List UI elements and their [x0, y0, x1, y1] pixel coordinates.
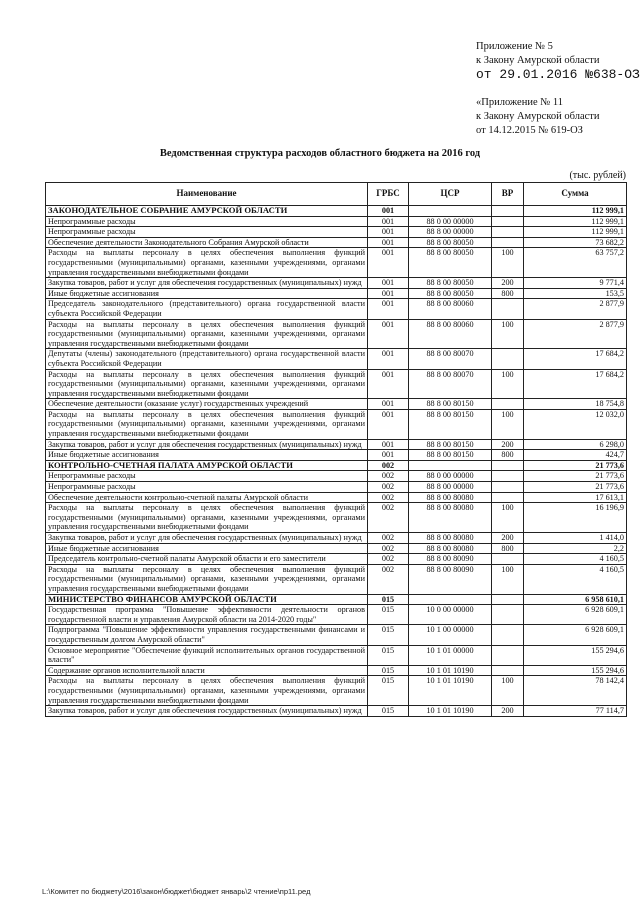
table-header-row	[46, 183, 627, 206]
row-grbs: 001	[368, 227, 409, 238]
row-csr: 88 8 00 80050	[409, 248, 492, 278]
row-sum: 112 999,1	[524, 227, 627, 238]
row-grbs: 002	[368, 564, 409, 594]
row-name: Депутаты (члены) законодательного (представительного) органа государственной власти субъекта Российской Федерации	[46, 349, 368, 369]
table-row	[46, 409, 627, 439]
appendix-label-2: «Приложение № 11	[476, 97, 563, 108]
table-row	[46, 533, 627, 544]
row-csr: 88 8 00 80080	[409, 492, 492, 503]
row-name: Содержание органов исполнительной власти	[46, 665, 368, 676]
table-row	[46, 369, 627, 399]
row-grbs: 015	[368, 665, 409, 676]
row-csr: 88 8 00 80050	[409, 288, 492, 299]
row-csr: 88 8 00 80070	[409, 349, 492, 369]
row-name: Государственная программа "Повышение эффективности деятельности органов государственной власти и управления Амурской области на 2014-2020 годы"	[46, 605, 368, 625]
row-grbs: 001	[368, 349, 409, 369]
table-row	[46, 605, 627, 625]
row-csr	[409, 460, 492, 471]
appendix-label: Приложение № 5	[476, 41, 553, 52]
row-sum: 2 877,9	[524, 319, 627, 349]
row-csr: 88 8 00 80150	[409, 399, 492, 410]
row-sum: 1 414,0	[524, 533, 627, 544]
file-path-footer: L:\Комитет по бюджету\2016\закон\бюджет\бюджет январь\2 чтение\пр11.ред	[42, 887, 311, 896]
col-vr-header: ВР	[492, 183, 524, 206]
table-row	[46, 237, 627, 248]
row-sum: 63 757,2	[524, 248, 627, 278]
row-name: КОНТРОЛЬНО-СЧЕТНАЯ ПАЛАТА АМУРСКОЙ ОБЛАСТИ	[46, 460, 368, 471]
table-section-row	[46, 594, 627, 605]
row-vr	[492, 216, 524, 227]
row-vr	[492, 665, 524, 676]
row-name: Непрограммные расходы	[46, 227, 368, 238]
row-sum: 9 771,4	[524, 278, 627, 289]
law-reference-2: к Закону Амурской области	[476, 111, 600, 122]
row-grbs: 001	[368, 288, 409, 299]
row-sum: 17 684,2	[524, 369, 627, 399]
law-reference: к Закону Амурской области	[476, 55, 600, 66]
row-vr: 100	[492, 564, 524, 594]
table-row	[46, 471, 627, 482]
row-grbs: 001	[368, 450, 409, 461]
row-grbs: 001	[368, 206, 409, 217]
row-grbs: 002	[368, 543, 409, 554]
row-grbs: 002	[368, 460, 409, 471]
row-sum: 78 142,4	[524, 676, 627, 706]
row-vr: 100	[492, 409, 524, 439]
row-grbs: 002	[368, 471, 409, 482]
row-csr: 88 8 00 80150	[409, 450, 492, 461]
document-title: Ведомственная структура расходов областного бюджета на 2016 год	[159, 148, 481, 159]
table-row	[46, 349, 627, 369]
row-sum: 2,2	[524, 543, 627, 554]
row-csr: 88 8 00 80150	[409, 409, 492, 439]
expense-table	[45, 182, 627, 717]
row-name: Расходы на выплаты персоналу в целях обеспечения выполнения функций государственными (муниципальными) органами, казенными учреждениями, органами управления государственными внебюджетными фондами	[46, 248, 368, 278]
row-sum: 17 613,1	[524, 492, 627, 503]
row-grbs: 001	[368, 278, 409, 289]
row-name: Иные бюджетные ассигнования	[46, 450, 368, 461]
table-row	[46, 564, 627, 594]
row-name: Обеспечение деятельности Законодательного Собрания Амурской области	[46, 237, 368, 248]
table-row	[46, 503, 627, 533]
table-row	[46, 554, 627, 565]
col-grbs-header: ГРБС	[368, 183, 409, 206]
row-sum: 4 160,5	[524, 564, 627, 594]
row-sum: 6 928 609,1	[524, 625, 627, 645]
row-csr: 88 8 00 80050	[409, 278, 492, 289]
row-csr: 88 8 00 80050	[409, 237, 492, 248]
row-grbs: 015	[368, 645, 409, 665]
row-csr: 88 8 00 00000	[409, 482, 492, 493]
row-vr	[492, 349, 524, 369]
row-grbs: 001	[368, 216, 409, 227]
row-name: МИНИСТЕРСТВО ФИНАНСОВ АМУРСКОЙ ОБЛАСТИ	[46, 594, 368, 605]
row-sum: 2 877,9	[524, 299, 627, 319]
row-vr	[492, 237, 524, 248]
row-vr: 100	[492, 676, 524, 706]
table-row	[46, 482, 627, 493]
row-grbs: 002	[368, 492, 409, 503]
row-csr: 88 0 00 00000	[409, 216, 492, 227]
row-csr: 10 0 00 00000	[409, 605, 492, 625]
row-sum: 21 773,6	[524, 460, 627, 471]
table-row	[46, 645, 627, 665]
row-vr	[492, 482, 524, 493]
row-vr	[492, 206, 524, 217]
row-vr	[492, 492, 524, 503]
table-row	[46, 227, 627, 238]
row-csr: 88 8 00 80070	[409, 369, 492, 399]
row-name: Непрограммные расходы	[46, 216, 368, 227]
row-vr: 800	[492, 288, 524, 299]
table-section-row	[46, 460, 627, 471]
row-name: Основное мероприятие "Обеспечение функций исполнительных органов государственной власти"	[46, 645, 368, 665]
law-date-stamp: от 29.01.2016 №638-ОЗ	[476, 67, 640, 82]
row-name: Председатель законодательного (представительного) органа государственной власти субъекта Российской Федерации	[46, 299, 368, 319]
row-sum: 18 754,8	[524, 399, 627, 410]
row-vr	[492, 471, 524, 482]
row-name: Обеспечение деятельности (оказание услуг) государственных учреждений	[46, 399, 368, 410]
row-name: Непрограммные расходы	[46, 471, 368, 482]
row-vr: 100	[492, 503, 524, 533]
row-name: Расходы на выплаты персоналу в целях обеспечения выполнения функций государственными (муниципальными) органами, казенными учреждениями, органами управления государственными внебюджетными фондами	[46, 369, 368, 399]
row-sum: 21 773,6	[524, 482, 627, 493]
table-row	[46, 248, 627, 278]
row-sum: 21 773,6	[524, 471, 627, 482]
row-sum: 155 294,6	[524, 645, 627, 665]
row-vr: 100	[492, 248, 524, 278]
row-grbs: 002	[368, 503, 409, 533]
row-grbs: 015	[368, 706, 409, 717]
row-grbs: 001	[368, 319, 409, 349]
row-sum: 12 032,0	[524, 409, 627, 439]
table-row	[46, 216, 627, 227]
row-vr: 200	[492, 706, 524, 717]
row-name: Иные бюджетные ассигнования	[46, 288, 368, 299]
row-name: ЗАКОНОДАТЕЛЬНОЕ СОБРАНИЕ АМУРСКОЙ ОБЛАСТИ	[46, 206, 368, 217]
row-grbs: 001	[368, 369, 409, 399]
row-csr: 88 8 00 80080	[409, 543, 492, 554]
row-sum: 6 958 610,1	[524, 594, 627, 605]
row-vr: 200	[492, 278, 524, 289]
table-row	[46, 288, 627, 299]
row-csr: 88 8 00 80060	[409, 319, 492, 349]
row-vr: 200	[492, 533, 524, 544]
row-vr: 100	[492, 369, 524, 399]
row-csr: 10 1 01 10190	[409, 665, 492, 676]
row-sum: 17 684,2	[524, 349, 627, 369]
row-name: Обеспечение деятельности контрольно-счетной палаты Амурской области	[46, 492, 368, 503]
row-csr: 88 8 00 80150	[409, 439, 492, 450]
row-csr	[409, 594, 492, 605]
row-vr: 800	[492, 543, 524, 554]
row-sum: 77 114,7	[524, 706, 627, 717]
row-grbs: 015	[368, 594, 409, 605]
row-grbs: 001	[368, 439, 409, 450]
row-csr: 88 8 00 80090	[409, 564, 492, 594]
table-row	[46, 450, 627, 461]
row-name: Иные бюджетные ассигнования	[46, 543, 368, 554]
table-row	[46, 299, 627, 319]
table-body	[46, 206, 627, 717]
row-csr: 10 1 01 10190	[409, 706, 492, 717]
row-name: Расходы на выплаты персоналу в целях обеспечения выполнения функций государственными (муниципальными) органами, казенными учреждениями, органами управления государственными внебюджетными фондами	[46, 676, 368, 706]
row-name: Закупка товаров, работ и услуг для обеспечения государственных (муниципальных) нужд	[46, 439, 368, 450]
row-name: Расходы на выплаты персоналу в целях обеспечения выполнения функций государственными (муниципальными) органами, казенными учреждениями, органами управления государственными внебюджетными фондами	[46, 409, 368, 439]
table-section-row	[46, 206, 627, 217]
row-sum: 16 196,9	[524, 503, 627, 533]
row-name: Подпрограмма "Повышение эффективности управления государственными финансами и государственным долгом Амурской области"	[46, 625, 368, 645]
row-grbs: 002	[368, 554, 409, 565]
col-name-header: Наименование	[46, 183, 368, 206]
row-name: Закупка товаров, работ и услуг для обеспечения государственных (муниципальных) нужд	[46, 706, 368, 717]
row-csr	[409, 206, 492, 217]
col-sum-header: Сумма	[524, 183, 627, 206]
row-vr	[492, 645, 524, 665]
row-csr: 10 1 01 10190	[409, 676, 492, 706]
row-sum: 6 298,0	[524, 439, 627, 450]
row-grbs: 001	[368, 299, 409, 319]
row-sum: 112 999,1	[524, 216, 627, 227]
row-sum: 6 928 609,1	[524, 605, 627, 625]
table-row	[46, 439, 627, 450]
row-vr: 100	[492, 319, 524, 349]
row-vr	[492, 625, 524, 645]
row-grbs: 001	[368, 237, 409, 248]
row-sum: 424,7	[524, 450, 627, 461]
row-grbs: 001	[368, 248, 409, 278]
row-name: Закупка товаров, работ и услуг для обеспечения государственных (муниципальных) нужд	[46, 278, 368, 289]
row-name: Расходы на выплаты персоналу в целях обеспечения выполнения функций государственными (муниципальными) органами, казенными учреждениями, органами управления государственными внебюджетными фондами	[46, 564, 368, 594]
row-vr	[492, 299, 524, 319]
row-csr: 88 8 00 80090	[409, 554, 492, 565]
table-row	[46, 492, 627, 503]
row-grbs: 015	[368, 676, 409, 706]
row-vr	[492, 227, 524, 238]
table-row	[46, 665, 627, 676]
row-csr: 88 0 00 00000	[409, 471, 492, 482]
table-row	[46, 676, 627, 706]
row-name: Председатель контрольно-счетной палаты Амурской области и его заместители	[46, 554, 368, 565]
row-grbs: 001	[368, 399, 409, 410]
row-grbs: 001	[368, 409, 409, 439]
table-row	[46, 625, 627, 645]
row-vr	[492, 605, 524, 625]
row-name: Расходы на выплаты персоналу в целях обеспечения выполнения функций государственными (муниципальными) органами, казенными учреждениями, органами управления государственными внебюджетными фондами	[46, 319, 368, 349]
row-csr: 10 1 00 00000	[409, 625, 492, 645]
row-grbs: 015	[368, 605, 409, 625]
row-sum: 112 999,1	[524, 206, 627, 217]
col-csr-header: ЦСР	[409, 183, 492, 206]
table-row	[46, 543, 627, 554]
row-sum: 73 682,2	[524, 237, 627, 248]
row-csr: 88 8 00 00000	[409, 227, 492, 238]
row-vr: 800	[492, 450, 524, 461]
row-csr: 88 8 00 80060	[409, 299, 492, 319]
row-csr: 88 8 00 80080	[409, 533, 492, 544]
row-grbs: 002	[368, 482, 409, 493]
law-date-2: от 14.12.2015 № 619-ОЗ	[476, 125, 583, 136]
table-row	[46, 706, 627, 717]
row-grbs: 015	[368, 625, 409, 645]
row-sum: 153,5	[524, 288, 627, 299]
table-row	[46, 319, 627, 349]
row-vr: 200	[492, 439, 524, 450]
row-name: Закупка товаров, работ и услуг для обеспечения государственных (муниципальных) нужд	[46, 533, 368, 544]
row-vr	[492, 594, 524, 605]
row-sum: 155 294,6	[524, 665, 627, 676]
table-row	[46, 399, 627, 410]
row-vr	[492, 460, 524, 471]
row-name: Расходы на выплаты персоналу в целях обеспечения выполнения функций государственными (муниципальными) органами, казенными учреждениями, органами управления государственными внебюджетными фондами	[46, 503, 368, 533]
row-csr: 10 1 01 00000	[409, 645, 492, 665]
table-row	[46, 278, 627, 289]
row-csr: 88 8 00 80080	[409, 503, 492, 533]
units-label: (тыс. рублей)	[569, 170, 626, 181]
row-vr	[492, 399, 524, 410]
row-grbs: 002	[368, 533, 409, 544]
row-name: Непрограммные расходы	[46, 482, 368, 493]
row-vr	[492, 554, 524, 565]
row-sum: 4 160,5	[524, 554, 627, 565]
